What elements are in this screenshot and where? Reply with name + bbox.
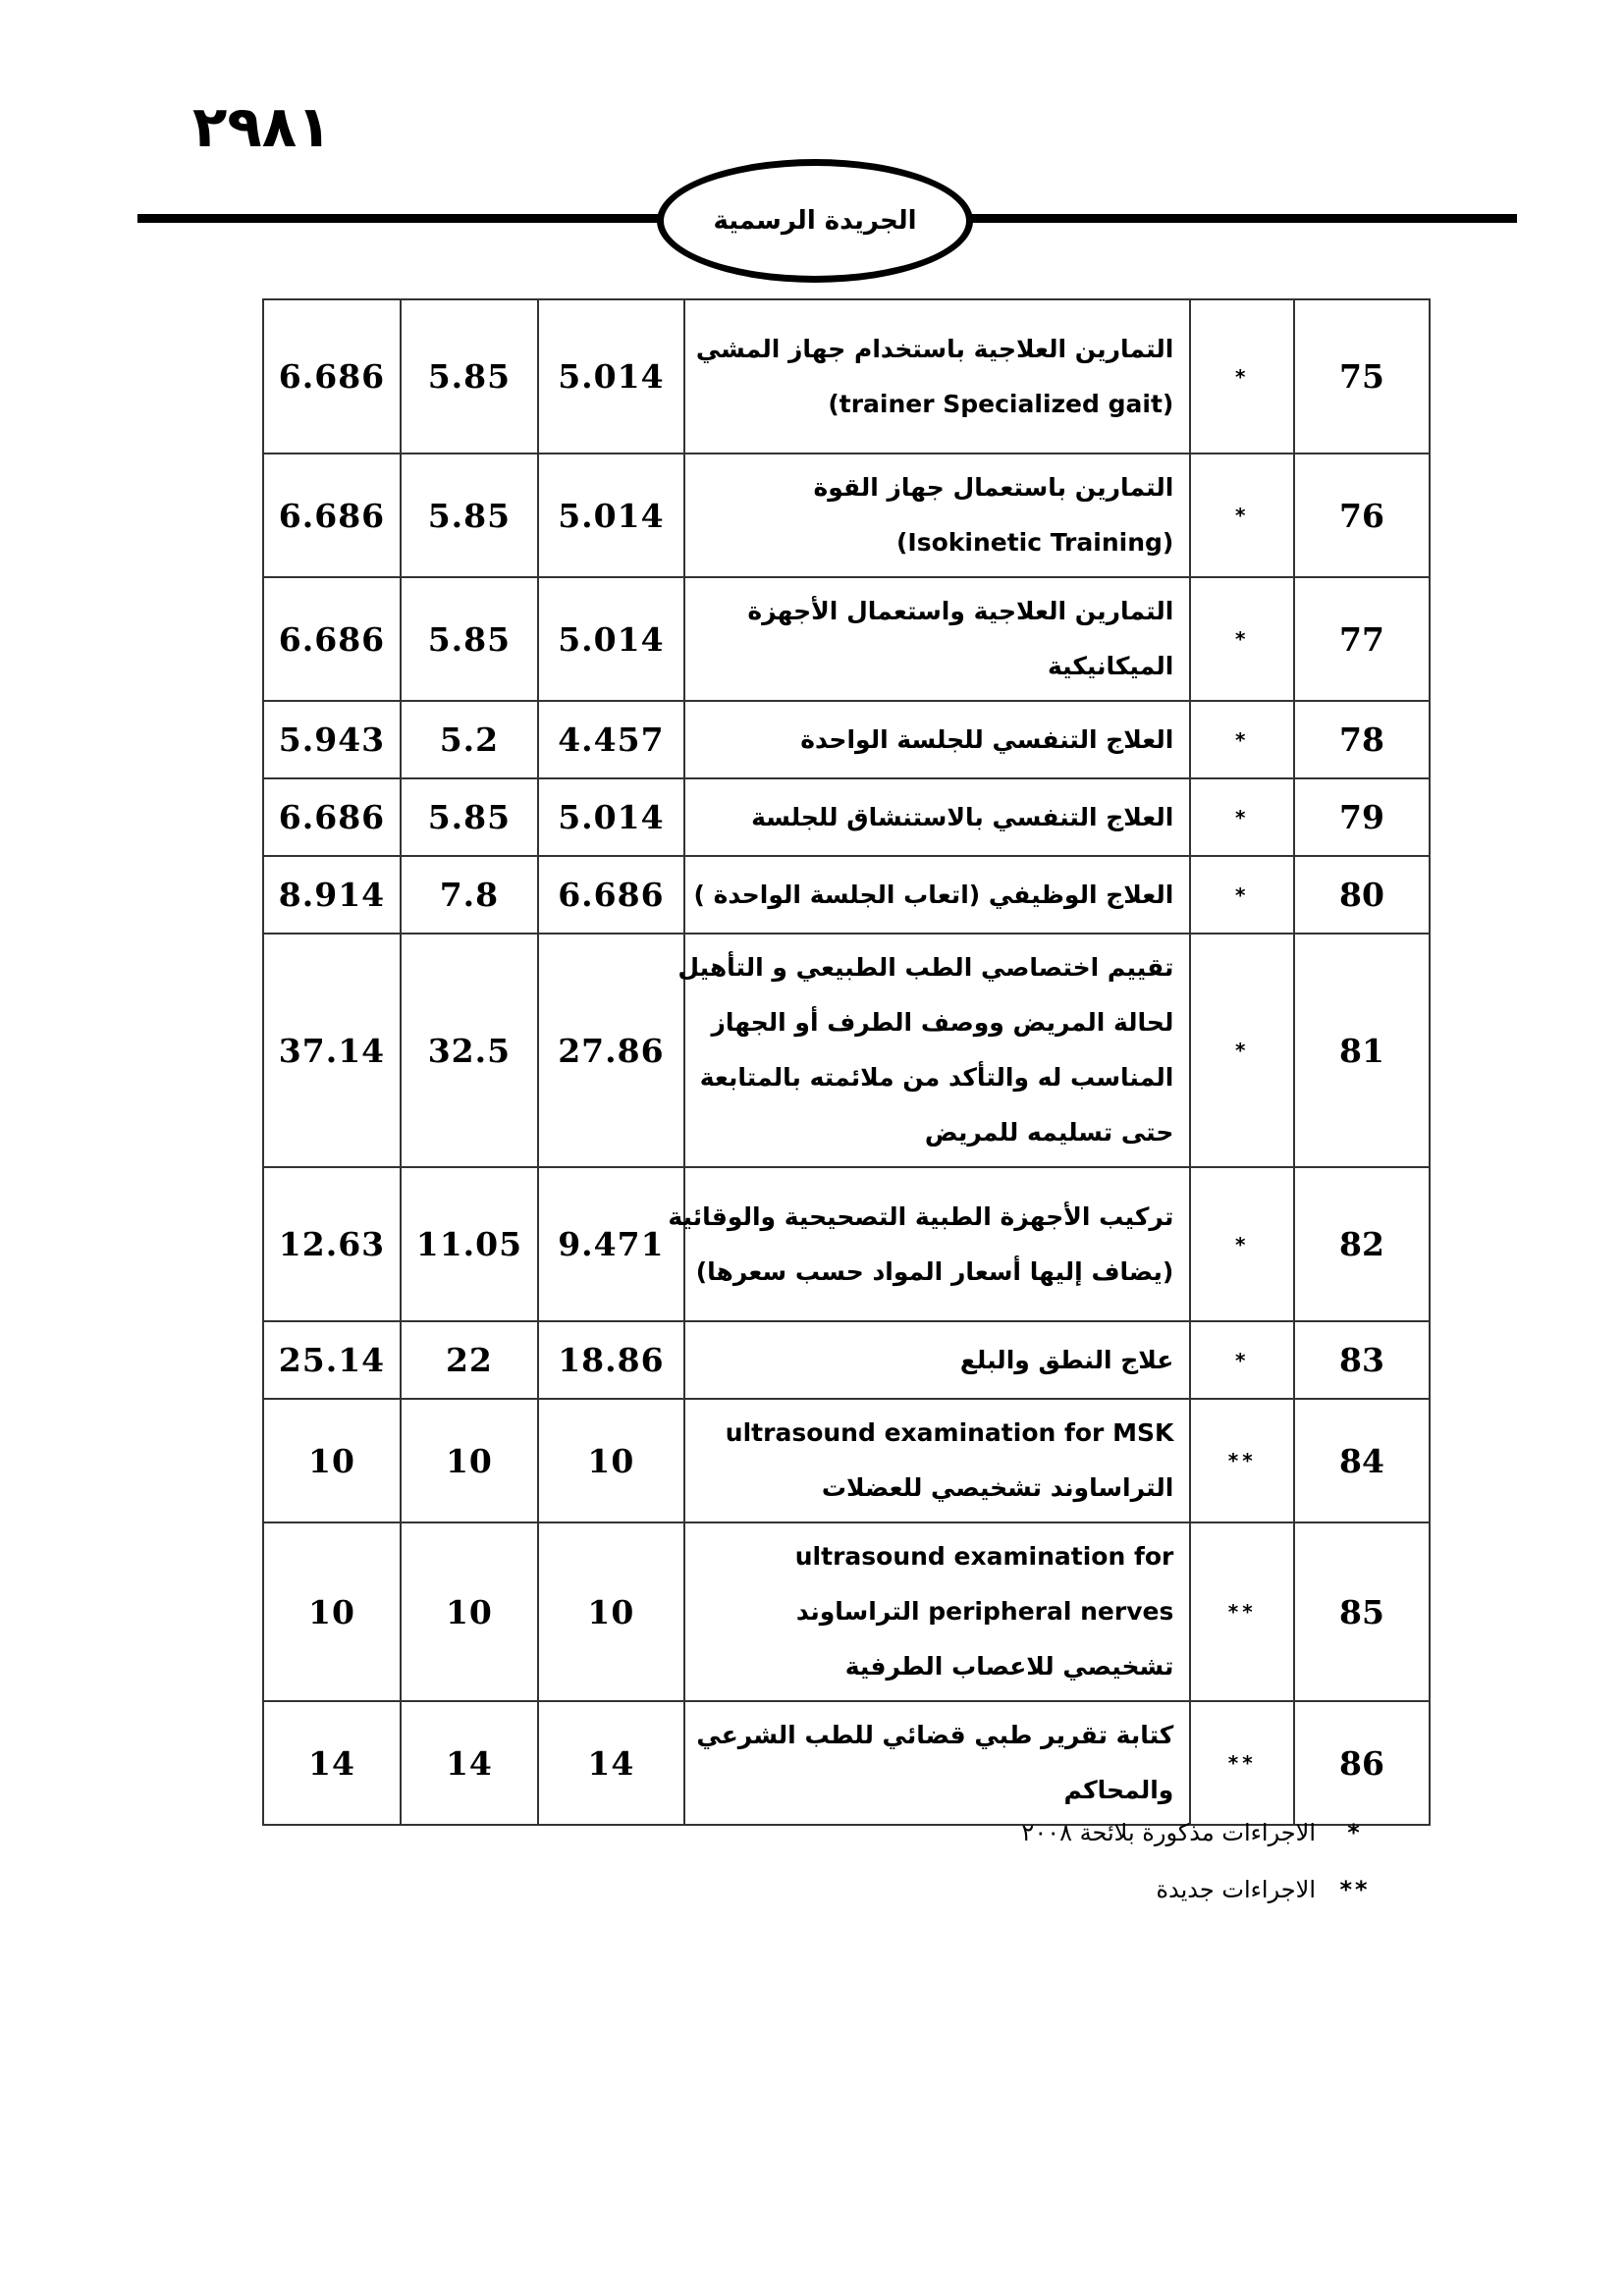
footnote xyxy=(884,1819,1394,1876)
procedure-description xyxy=(684,1321,1190,1399)
description-line: ultrasound examination for MSK xyxy=(725,1418,1174,1447)
description-line: التمارين العلاجية واستعمال الأجهزة xyxy=(747,597,1174,625)
procedure-description xyxy=(668,1167,1190,1321)
price-cell-2: 22 xyxy=(401,1321,538,1399)
price-cell-1: 6.686 xyxy=(538,856,684,934)
procedure-description xyxy=(684,577,1190,701)
price-cell-3: 12.63 xyxy=(263,1167,401,1321)
price-cell-1: 10 xyxy=(538,1399,684,1522)
price-cell-1: 4.457 xyxy=(538,701,684,778)
price-cell-3: 8.914 xyxy=(263,856,401,934)
price-cell-1: 14 xyxy=(538,1701,684,1825)
price-cell-3: 10 xyxy=(263,1399,401,1522)
price-cell-3: 6.686 xyxy=(263,778,401,856)
procedure-number: 85 xyxy=(1294,1522,1430,1701)
table-row xyxy=(263,299,1430,454)
procedure-description xyxy=(684,856,1190,934)
price-cell-2: 5.85 xyxy=(401,299,538,454)
price-cell-2: 5.85 xyxy=(401,577,538,701)
description-line: والمحاكم xyxy=(1063,1776,1174,1804)
price-cell-2: 5.85 xyxy=(401,454,538,577)
table-row xyxy=(263,454,1430,577)
procedure-number: 86 xyxy=(1294,1701,1430,1825)
footnote xyxy=(884,1876,1394,1933)
price-cell-1: 27.86 xyxy=(538,934,684,1167)
price-cell-3: 10 xyxy=(263,1522,401,1701)
description-line: العلاج الوظيفي (اتعاب الجلسة الواحدة ) xyxy=(693,880,1174,909)
procedure-number: 79 xyxy=(1294,778,1430,856)
description-line: المناسب له والتأكد من ملائمته بالمتابعة xyxy=(699,1063,1174,1092)
procedure-description xyxy=(684,299,1190,454)
procedure-description xyxy=(684,1399,1190,1522)
procedure-mark: * xyxy=(1190,1167,1294,1321)
table-row xyxy=(263,1701,1430,1825)
description-line: التراساوند تشخيصي للعضلات xyxy=(821,1473,1174,1502)
procedure-mark: ** xyxy=(1190,1399,1294,1522)
procedure-number: 83 xyxy=(1294,1321,1430,1399)
page-number: ٢٩٨١ xyxy=(192,93,332,160)
procedure-description xyxy=(677,934,1190,1167)
table-row xyxy=(263,778,1430,856)
description-line: التمارين باستعمال جهاز القوة xyxy=(813,473,1174,502)
price-cell-1: 10 xyxy=(538,1522,684,1701)
table-row xyxy=(263,1167,1430,1321)
table-row xyxy=(263,1399,1430,1522)
procedure-mark: * xyxy=(1190,454,1294,577)
price-cell-3: 14 xyxy=(263,1701,401,1825)
procedure-number: 77 xyxy=(1294,577,1430,701)
price-cell-3: 5.943 xyxy=(263,701,401,778)
description-line: التمارين العلاجية باستخدام جهاز المشي xyxy=(695,334,1174,363)
price-cell-1: 18.86 xyxy=(538,1321,684,1399)
description-line: ultrasound examination for xyxy=(794,1542,1174,1571)
footnote-mark: * xyxy=(1347,1819,1363,1846)
procedure-mark: * xyxy=(1190,934,1294,1167)
price-cell-1: 5.014 xyxy=(538,454,684,577)
price-cell-1: 5.014 xyxy=(538,778,684,856)
table-row xyxy=(263,1522,1430,1701)
procedure-number: 84 xyxy=(1294,1399,1430,1522)
table-row xyxy=(263,701,1430,778)
procedure-description xyxy=(684,454,1190,577)
procedure-mark: * xyxy=(1190,299,1294,454)
description-line: حتى تسليمه للمريض xyxy=(924,1118,1174,1147)
table-row xyxy=(263,577,1430,701)
price-cell-3: 37.14 xyxy=(263,934,401,1167)
procedure-number: 78 xyxy=(1294,701,1430,778)
footnote-text: الاجراءات جديدة xyxy=(1156,1876,1316,1903)
price-cell-3: 25.14 xyxy=(263,1321,401,1399)
description-line: العلاج التنفسي بالاستنشاق للجلسة xyxy=(751,802,1174,831)
price-cell-2: 7.8 xyxy=(401,856,538,934)
price-cell-1: 5.014 xyxy=(538,577,684,701)
description-line: علاج النطق والبلع xyxy=(959,1345,1174,1374)
price-cell-2: 10 xyxy=(401,1399,538,1522)
description-line: تشخيصي للاعصاب الطرفية xyxy=(844,1652,1174,1681)
description-line: تقييم اختصاصي الطب الطبيعي و التأهيل xyxy=(677,953,1174,982)
description-line: (Isokinetic Training) xyxy=(895,528,1174,557)
procedure-mark: * xyxy=(1190,778,1294,856)
description-line: العلاج التنفسي للجلسة الواحدة xyxy=(800,724,1174,754)
price-cell-1: 5.014 xyxy=(538,299,684,454)
table-row xyxy=(263,934,1430,1167)
fees-table xyxy=(262,298,1431,1826)
procedure-mark: ** xyxy=(1190,1701,1294,1825)
description-line: تركيب الأجهزة الطبية التصحيحية والوقائية xyxy=(668,1201,1174,1231)
price-cell-2: 5.85 xyxy=(401,778,538,856)
procedure-mark: * xyxy=(1190,1321,1294,1399)
price-cell-3: 6.686 xyxy=(263,299,401,454)
procedure-number: 76 xyxy=(1294,454,1430,577)
price-cell-2: 32.5 xyxy=(401,934,538,1167)
description-line: peripheral nerves التراساوند xyxy=(795,1597,1174,1626)
table-row xyxy=(263,856,1430,934)
price-cell-1: 9.471 xyxy=(538,1167,684,1321)
footnote-mark: ** xyxy=(1339,1876,1371,1903)
procedure-description xyxy=(684,1522,1190,1701)
procedure-number: 82 xyxy=(1294,1167,1430,1321)
procedure-number: 81 xyxy=(1294,934,1430,1167)
description-line: لحالة المريض ووصف الطرف أو الجهاز xyxy=(711,1008,1174,1037)
price-cell-2: 5.2 xyxy=(401,701,538,778)
procedure-number: 80 xyxy=(1294,856,1430,934)
footnote-text: الاجراءات مذكورة بلائحة ٢٠٠٨ xyxy=(1021,1819,1316,1846)
footnotes xyxy=(884,1819,1394,1933)
procedure-number: 75 xyxy=(1294,299,1430,454)
price-cell-3: 6.686 xyxy=(263,454,401,577)
table-row xyxy=(263,1321,1430,1399)
procedure-mark: * xyxy=(1190,701,1294,778)
procedure-mark: * xyxy=(1190,856,1294,934)
description-line: كتابة تقرير طبي قضائي للطب الشرعي xyxy=(696,1721,1174,1749)
description-line: (trainer Specialized gait) xyxy=(828,389,1174,418)
description-line: الميكانيكية xyxy=(1047,652,1174,680)
procedure-description xyxy=(684,778,1190,856)
gazette-title: الجريدة الرسمية xyxy=(713,206,917,236)
procedure-mark: ** xyxy=(1190,1522,1294,1701)
procedure-description xyxy=(684,701,1190,778)
price-cell-2: 14 xyxy=(401,1701,538,1825)
procedure-mark: * xyxy=(1190,577,1294,701)
gazette-header-oval xyxy=(657,159,973,283)
price-cell-2: 10 xyxy=(401,1522,538,1701)
description-line: (يضاف إليها أسعار المواد حسب سعرها) xyxy=(695,1256,1174,1286)
price-cell-2: 11.05 xyxy=(401,1167,538,1321)
procedure-description xyxy=(684,1701,1190,1825)
price-cell-3: 6.686 xyxy=(263,577,401,701)
